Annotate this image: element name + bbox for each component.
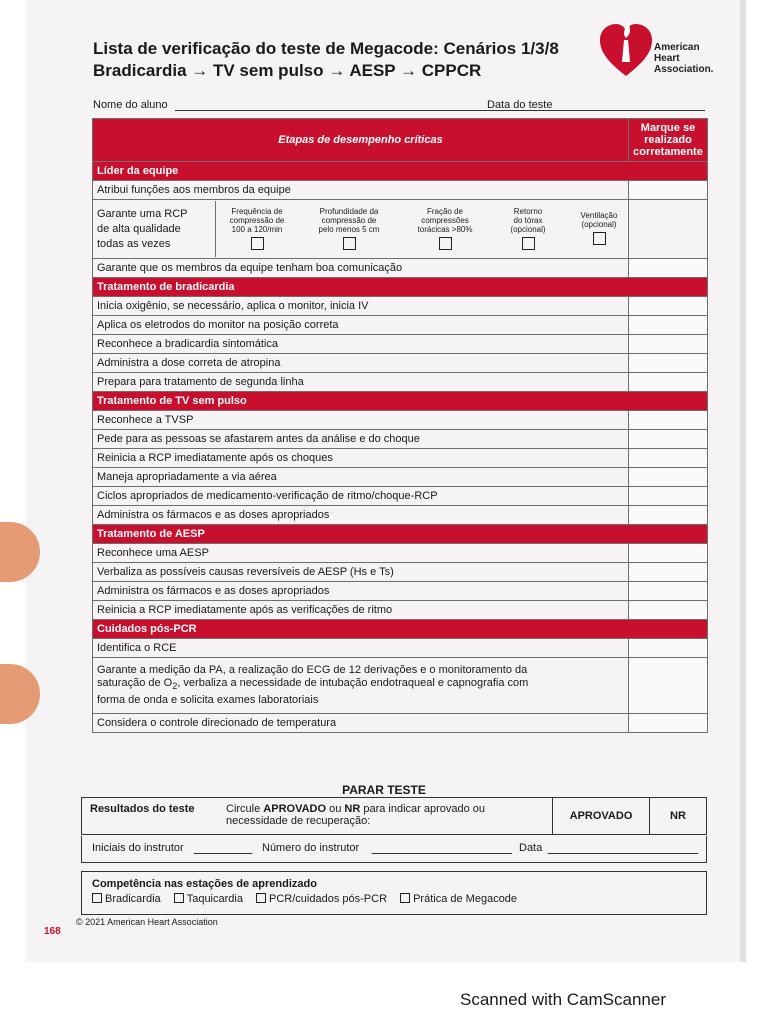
student-fields (93, 97, 705, 115)
mark-cell[interactable] (629, 487, 708, 506)
results-instruction: Circule APROVADO ou NR para indicar aprovado ou necessidade de recuperação: (218, 798, 553, 835)
mark-cell[interactable] (629, 430, 708, 449)
checkbox[interactable] (251, 237, 264, 250)
heart-torch-icon (598, 16, 654, 80)
results-table (81, 797, 707, 835)
section-header: Líder da equipe (93, 162, 708, 181)
competency-option-bradicardia[interactable]: Bradicardia (92, 893, 161, 905)
post-arrest-long-item: Garante a medição da PA, a realização do ECG de 12 derivações e o monitoramento da saturação de $O_2$, verbaliza a necessidade de intubação endotraqueal e capnografia com forma de onda e solicita exames laboratoriais (93, 658, 629, 714)
cpr-row (93, 200, 708, 259)
mark-cell[interactable] (629, 582, 708, 601)
table-row: Aplica os eletrodos do monitor na posição correta (93, 316, 708, 335)
competency-options (92, 893, 527, 905)
checkbox[interactable] (593, 232, 606, 245)
checkbox[interactable] (522, 237, 535, 250)
instructor-number-label: Número do instrutor (262, 842, 360, 854)
mark-cell[interactable] (629, 316, 708, 335)
mark-cell[interactable] (629, 373, 708, 392)
results-label: Resultados do teste (82, 798, 219, 835)
nr-option[interactable]: NR (650, 798, 707, 835)
mark-cell[interactable] (629, 601, 708, 620)
competency-option-taquicardia[interactable]: Taquicardia (174, 893, 243, 905)
checkbox[interactable] (174, 893, 184, 903)
cpr-sub-fraction: Fração de compressões torácicas >80% (408, 207, 482, 252)
checklist-table (92, 118, 708, 733)
table-row: Reinicia a RCP imediatamente após os choques (93, 449, 708, 468)
mark-header: Marque se realizado corretamente (629, 119, 708, 162)
table-row: Administra os fármacos e as doses apropriados (93, 506, 708, 525)
instructor-date-label: Data (519, 842, 543, 854)
table-row: Administra os fármacos e as doses apropriados (93, 582, 708, 601)
table-row: Garante que os membros da equipe tenham boa comunicação (93, 259, 708, 278)
instructor-number-line[interactable] (372, 853, 512, 854)
cpr-label: Garante uma RCP de alta qualidade todas as vezes (97, 207, 188, 250)
cpr-sub-recoil: Retorno do tórax (opcional) (503, 207, 553, 252)
table-row: Verbaliza as possíveis causas reversíveis de AESP (Hs e Ts) (93, 563, 708, 582)
table-row: Maneja apropriadamente a via aérea (93, 468, 708, 487)
student-name-label: Nome do aluno (93, 99, 168, 111)
table-row: Pede para as pessoas se afastarem antes da análise e do choque (93, 430, 708, 449)
instructor-initials-line[interactable] (194, 853, 252, 854)
section-header: Tratamento de TV sem pulso (93, 392, 708, 411)
checkbox[interactable] (256, 893, 266, 903)
logo-wordmark: American Heart Association. (654, 42, 714, 75)
aha-logo (598, 16, 718, 86)
competency-title: Competência nas estações de aprendizado (92, 878, 317, 890)
instructor-date-line[interactable] (548, 853, 698, 854)
mark-cell[interactable] (629, 714, 708, 733)
table-header (93, 119, 708, 162)
table-row: Reconhece uma AESP (93, 544, 708, 563)
mark-cell[interactable] (629, 181, 708, 200)
mark-cell[interactable] (629, 335, 708, 354)
table-row: Considera o controle direcionado de temperatura (93, 714, 708, 733)
mark-cell[interactable] (629, 200, 708, 259)
mark-cell[interactable] (629, 658, 708, 714)
instructor-row (81, 836, 707, 863)
table-row: Identifica o RCE (93, 639, 708, 658)
table-row: Inicia oxigênio, se necessário, aplica o monitor, inicia IV (93, 297, 708, 316)
mark-cell[interactable] (629, 506, 708, 525)
table-row: Reconhece a TVSP (93, 411, 708, 430)
table-row: Ciclos apropriados de medicamento-verificação de ritmo/choque-RCP (93, 487, 708, 506)
table-row: Prepara para tratamento de segunda linha (93, 373, 708, 392)
mark-cell[interactable] (629, 563, 708, 582)
table-row: Atribui funções aos membros da equipe (93, 181, 708, 200)
table-row: Administra a dose correta de atropina (93, 354, 708, 373)
scanner-watermark: Scanned with CamScanner (460, 990, 667, 1009)
page-number: 168 (44, 926, 61, 937)
section-header: Cuidados pós-PCR (93, 620, 708, 639)
competency-option-megacode[interactable]: Prática de Megacode (400, 893, 517, 905)
mark-cell[interactable] (629, 639, 708, 658)
section-header: Tratamento de bradicardia (93, 278, 708, 297)
table-row: Reconhece a bradicardia sintomática (93, 335, 708, 354)
table-row (93, 658, 708, 714)
checkbox[interactable] (439, 237, 452, 250)
mark-cell[interactable] (629, 297, 708, 316)
checkbox[interactable] (400, 893, 410, 903)
cpr-sub-ventilation: Ventilação (opcional) (574, 211, 624, 247)
cpr-sub-rate: Frequência de compressão de 100 a 120/min (224, 207, 290, 252)
checkbox[interactable] (343, 237, 356, 250)
cpr-sub-depth: Profundidade da compressão de pelo menos 5 cm (311, 207, 387, 252)
page-edge (740, 0, 746, 962)
instructor-initials-label: Iniciais do instrutor (92, 842, 184, 854)
table-row: Reinicia a RCP imediatamente após as verificações de ritmo (93, 601, 708, 620)
pass-option[interactable]: APROVADO (553, 798, 650, 835)
mark-cell[interactable] (629, 354, 708, 373)
mark-cell[interactable] (629, 544, 708, 563)
competency-option-pcr[interactable]: PCR/cuidados pós-PCR (256, 893, 387, 905)
competency-box (81, 871, 707, 915)
stop-test-label: PARAR TESTE (342, 783, 426, 797)
steps-header: Etapas de desempenho críticas (93, 119, 629, 162)
copyright: © 2021 American Heart Association (76, 917, 218, 927)
mark-cell[interactable] (629, 411, 708, 430)
mark-cell[interactable] (629, 449, 708, 468)
test-date-label: Data do teste (487, 99, 553, 111)
test-date-line[interactable] (565, 110, 705, 111)
page-title: Lista de verificação do teste de Megacode: Cenários 1/3/8 Bradicardia → TV sem pulso → AESP → CPPCR (93, 39, 559, 80)
mark-cell[interactable] (629, 259, 708, 278)
mark-cell[interactable] (629, 468, 708, 487)
checkbox[interactable] (92, 893, 102, 903)
section-header: Tratamento de AESP (93, 525, 708, 544)
